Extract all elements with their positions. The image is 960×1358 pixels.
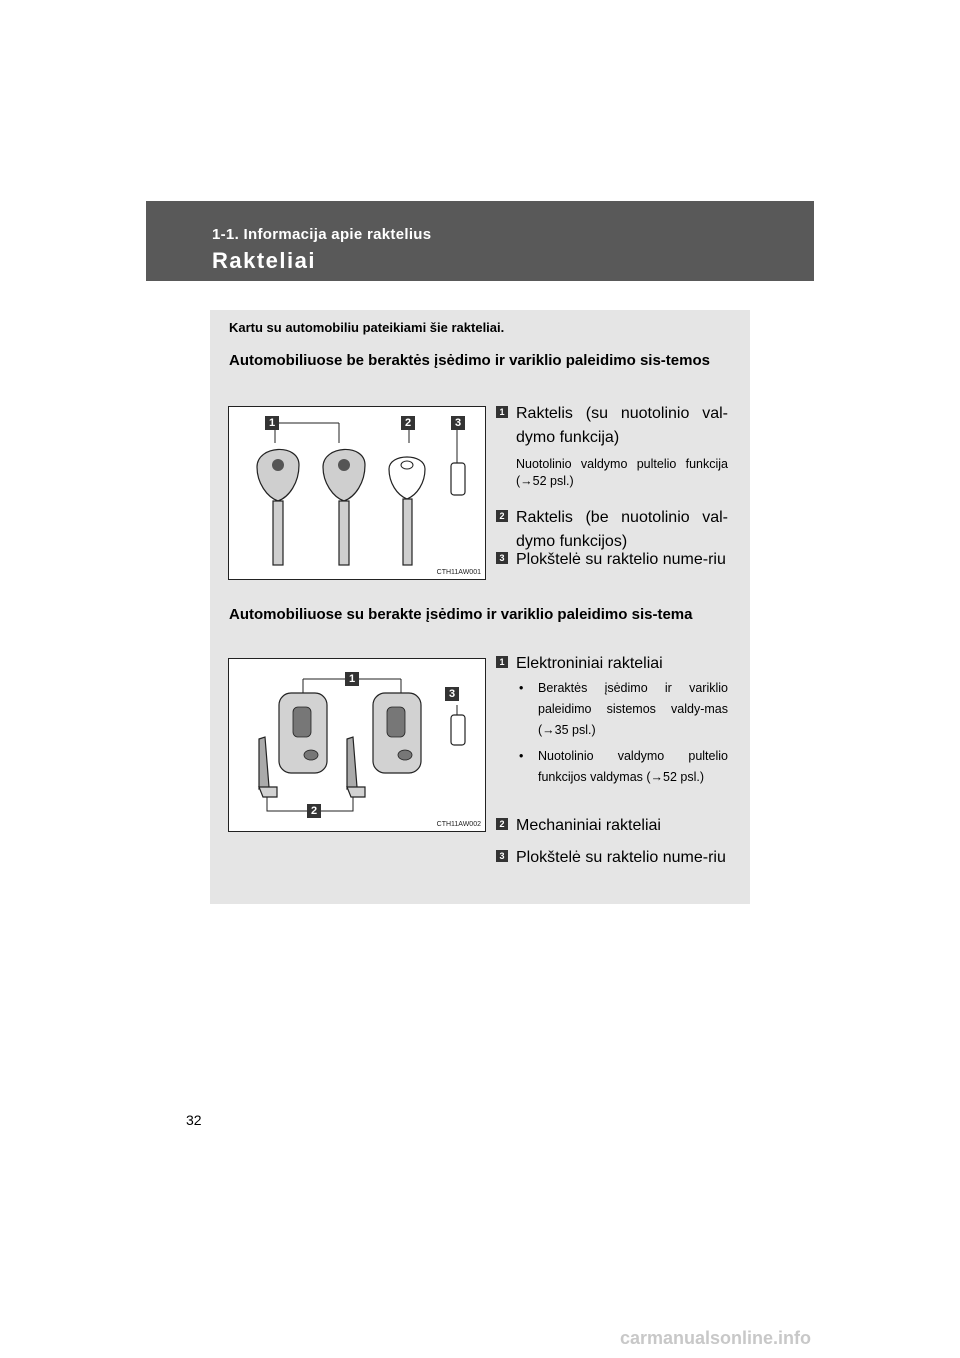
item-number: 3 [496, 552, 508, 564]
content-panel [210, 310, 750, 904]
item-label: Elektroniniai rakteliai [516, 655, 663, 672]
chapter-header [146, 201, 814, 281]
intro-text: Kartu su automobiliu pateikiami šie rakteliai. [229, 320, 505, 335]
item-label: Mechaniniai rakteliai [516, 817, 661, 834]
callout-3: 3 [451, 416, 465, 430]
callout-3: 3 [445, 687, 459, 701]
figure-code: CTH11AW002 [436, 821, 481, 828]
item-number: 3 [496, 850, 508, 862]
section2-heading: Automobiliuose su berakte įsėdimo ir variklio paleidimo sis-tema [229, 606, 693, 623]
figure-keys-conventional [228, 406, 486, 580]
item-number: 2 [496, 510, 508, 522]
note-text: Nuotolinio valdymo pultelio funkcija (→52 psl.) [516, 457, 728, 488]
bullet-item [516, 678, 728, 741]
bullet-text: Nuotolinio valdymo pultelio funkcijos valdymas (→52 psl.) [538, 749, 728, 784]
figure-code: CTH11AW001 [436, 569, 481, 576]
conventional-keys-illustration [229, 407, 485, 579]
list-item [496, 402, 728, 450]
watermark: carmanualsonline.info [620, 1328, 812, 1348]
item-number: 1 [496, 656, 508, 668]
item-label: Raktelis (be nuotolinio val-dymo funkcijos) [516, 509, 728, 550]
section-label: 1-1. Informacija apie raktelius [212, 226, 432, 243]
callout-1: 1 [345, 672, 359, 686]
list-item [496, 548, 728, 572]
bullet-item [516, 746, 728, 788]
item-label: Plokštelė su raktelio nume-riu [516, 551, 726, 568]
bullet-dot: • [519, 749, 524, 763]
callout-2: 2 [401, 416, 415, 430]
callout-1: 1 [265, 416, 279, 430]
bullet-text: Beraktės įsėdimo ir variklio paleidimo sistemos valdy-mas (→35 psl.) [538, 681, 728, 737]
figure-keys-electronic [228, 658, 486, 832]
list-item [496, 506, 728, 554]
list-item [496, 846, 728, 870]
section1-heading: Automobiliuose be beraktės įsėdimo ir variklio paleidimo sis-temos [229, 352, 710, 369]
page-number: 32 [186, 1112, 202, 1128]
list-item [496, 814, 728, 838]
callout-2: 2 [307, 804, 321, 818]
item-label: Plokštelė su raktelio nume-riu [516, 849, 726, 866]
item-number: 2 [496, 818, 508, 830]
item-number: 1 [496, 406, 508, 418]
item-label: Raktelis (su nuotolinio val-dymo funkcija) [516, 405, 728, 446]
page-title: Rakteliai [212, 248, 316, 273]
bullet-dot: • [519, 681, 524, 695]
list-item [496, 652, 728, 676]
